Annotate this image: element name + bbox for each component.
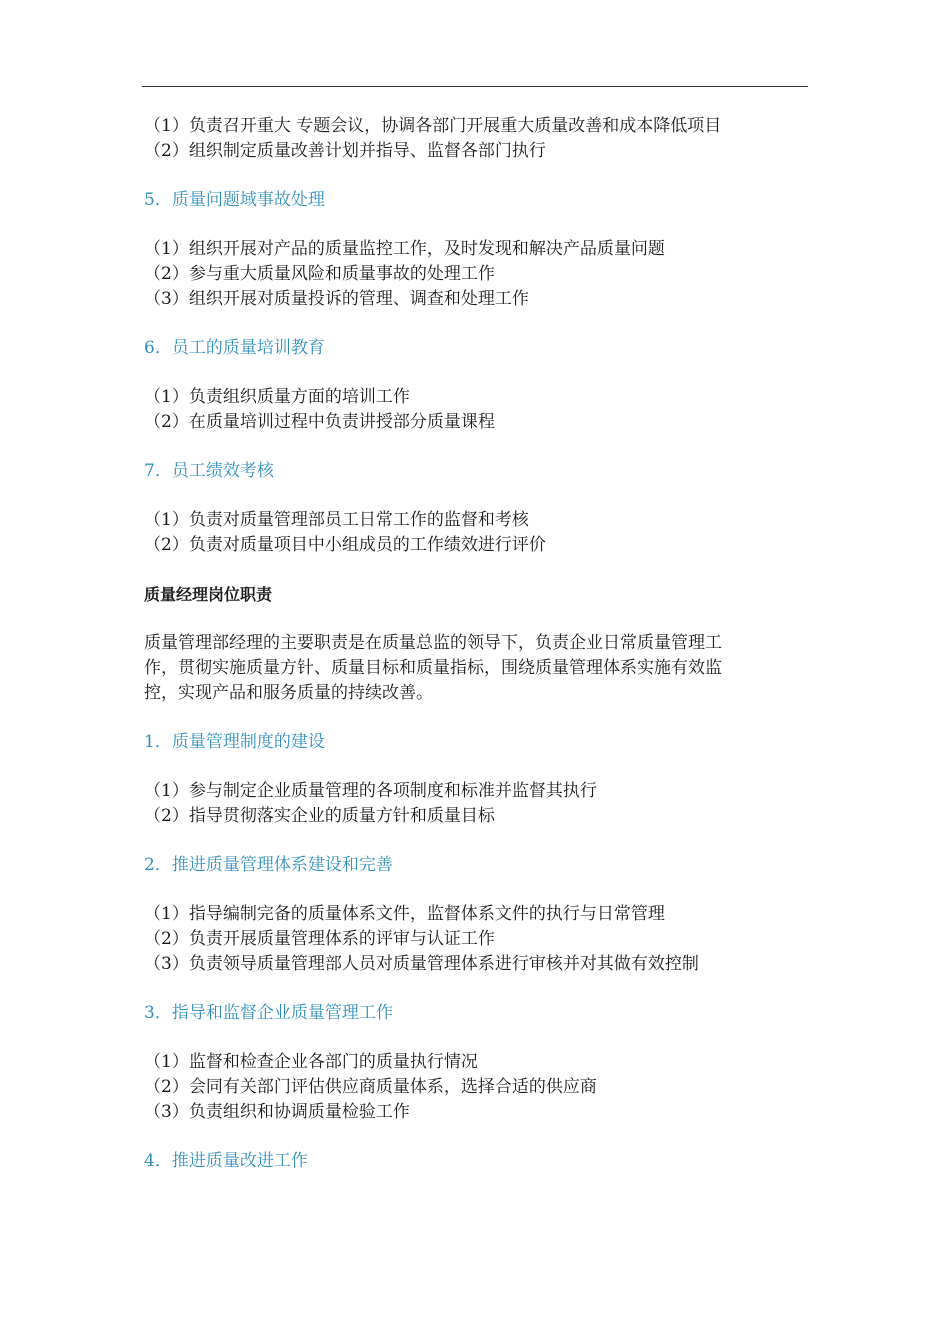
list-item: （2）在质量培训过程中负责讲授部分质量课程	[144, 412, 495, 432]
intro-line: 质量管理部经理的主要职责是在质量总监的领导下，负责企业日常质量管理工	[144, 633, 722, 653]
list-item: （3）负责领导质量管理部人员对质量管理体系进行审核并对其做有效控制	[144, 954, 699, 974]
section-heading-m1: 1．质量管理制度的建设	[144, 732, 325, 752]
intro-line: 控，实现产品和服务质量的持续改善。	[144, 683, 433, 703]
list-item: （1）负责召开重大 专题会议，协调各部门开展重大质量改善和成本降低项目	[144, 116, 722, 136]
section-6-list	[144, 385, 808, 435]
list-item: （1）参与制定企业质量管理的各项制度和标准并监督其执行	[144, 781, 597, 801]
section-5-list	[144, 237, 808, 312]
list-item: （2）指导贯彻落实企业的质量方针和质量目标	[144, 806, 495, 826]
list-item: （2）组织制定质量改善计划并指导、监督各部门执行	[144, 141, 546, 161]
section-heading-7: 7．员工绩效考核	[144, 461, 274, 481]
list-item: （2）参与重大质量风险和质量事故的处理工作	[144, 264, 495, 284]
manager-duties-title: 质量经理岗位职责	[144, 585, 273, 604]
section-m2-list	[144, 902, 808, 977]
section-m1-list	[144, 779, 808, 829]
intro-line: 作，贯彻实施质量方针、质量目标和质量指标，围绕质量管理体系实施有效监	[144, 658, 722, 678]
list-item: （2）负责开展质量管理体系的评审与认证工作	[144, 929, 495, 949]
document-body	[144, 114, 808, 1198]
list-item: （1）指导编制完备的质量体系文件，监督体系文件的执行与日常管理	[144, 904, 665, 924]
list-item: （1）负责对质量管理部员工日常工作的监督和考核	[144, 510, 529, 530]
section-7-list	[144, 508, 808, 558]
list-item: （2）负责对质量项目中小组成员的工作绩效进行评价	[144, 535, 546, 555]
list-item: （1）监督和检查企业各部门的质量执行情况	[144, 1052, 478, 1072]
section-m3-list	[144, 1050, 808, 1125]
section-heading-6: 6．员工的质量培训教育	[144, 338, 325, 358]
section-heading-m3: 3．指导和监督企业质量管理工作	[144, 1003, 393, 1023]
list-item: （3）负责组织和协调质量检验工作	[144, 1102, 410, 1122]
list-item: （3）组织开展对质量投诉的管理、调查和处理工作	[144, 289, 529, 309]
manager-intro	[144, 631, 808, 706]
section-heading-5: 5．质量问题域事故处理	[144, 190, 325, 210]
list-item: （1）组织开展对产品的质量监控工作，及时发现和解决产品质量问题	[144, 239, 665, 259]
list-item: （2）会同有关部门评估供应商质量体系，选择合适的供应商	[144, 1077, 597, 1097]
section-heading-m2: 2．推进质量管理体系建设和完善	[144, 855, 393, 875]
header-rule	[142, 86, 808, 87]
list-item: （1）负责组织质量方面的培训工作	[144, 387, 410, 407]
list-continuation	[144, 114, 808, 164]
section-heading-m4: 4．推进质量改进工作	[144, 1151, 308, 1171]
